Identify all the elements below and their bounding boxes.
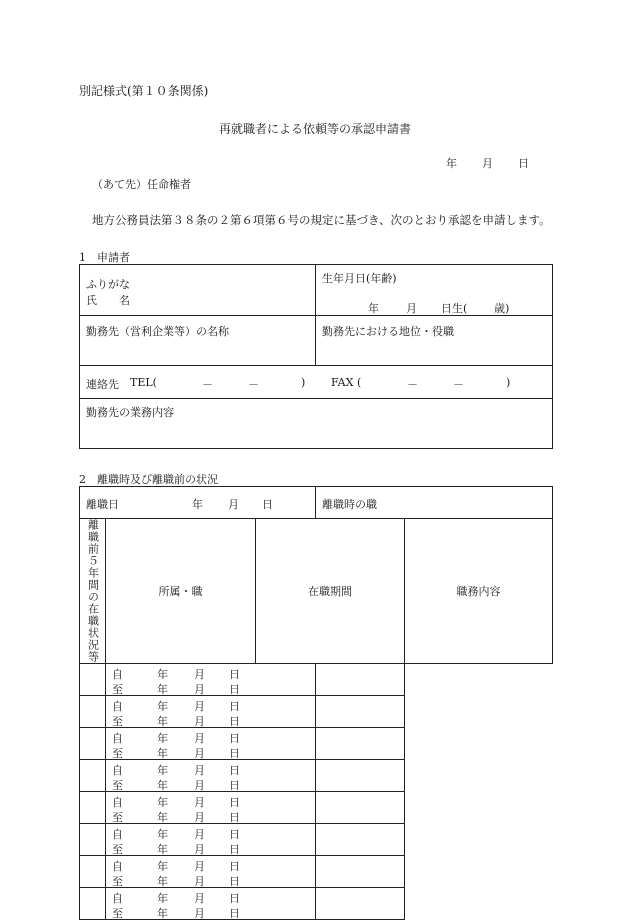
- affiliation-cell[interactable]: [80, 856, 106, 888]
- period-to-line: [112, 745, 242, 758]
- period-to-marker: 至: [112, 875, 123, 888]
- period-from-year: 年: [157, 860, 168, 873]
- period-to-marker: 至: [112, 907, 123, 920]
- period-to-line: [112, 873, 242, 886]
- period-to-marker: 至: [112, 779, 123, 792]
- col-affiliation-header: 所属・職: [106, 519, 256, 664]
- date-day: 日: [518, 157, 529, 170]
- affiliation-cell[interactable]: [80, 696, 106, 728]
- period-cell[interactable]: [106, 760, 316, 792]
- period-to-year: 年: [157, 747, 168, 760]
- fax-close: ): [506, 376, 511, 389]
- period-from-day: 日: [229, 892, 240, 905]
- period-from-marker: 自: [112, 732, 123, 745]
- retire-date-cell[interactable]: [80, 487, 316, 519]
- period-to-month: 月: [194, 779, 205, 792]
- tel-label: TEL(: [130, 376, 157, 389]
- period-to-month: 月: [194, 715, 205, 728]
- period-cell[interactable]: [106, 696, 316, 728]
- retire-month: 月: [228, 498, 239, 511]
- period-to-day: 日: [229, 683, 240, 696]
- period-from-year: 年: [157, 828, 168, 841]
- intro-statement: 地方公務員法第３８条の２第６項第６号の規定に基づき、次のとおり承認を申請します。: [92, 213, 551, 227]
- period-from-year: 年: [157, 700, 168, 713]
- period-from-day: 日: [229, 860, 240, 873]
- addressee: （あて先）任命権者: [92, 178, 191, 191]
- period-to-marker: 至: [112, 715, 123, 728]
- history-row: [80, 792, 553, 824]
- period-from-year: 年: [157, 732, 168, 745]
- period-to-day: 日: [229, 843, 240, 856]
- history-row: [80, 728, 553, 760]
- applicant-table: [79, 264, 553, 449]
- period-from-line: [112, 858, 242, 871]
- period-from-day: 日: [229, 668, 240, 681]
- duties-detail-cell[interactable]: [316, 824, 405, 856]
- period-from-line: [112, 698, 242, 711]
- period-to-year: 年: [157, 683, 168, 696]
- period-to-day: 日: [229, 875, 240, 888]
- period-from-marker: 自: [112, 700, 123, 713]
- birth-year: 年: [368, 302, 379, 315]
- birth-cell[interactable]: [316, 265, 553, 316]
- position-label: 勤務先における地位・役職: [322, 325, 454, 338]
- period-from-marker: 自: [112, 668, 123, 681]
- period-from-line: [112, 794, 242, 807]
- period-to-line: [112, 681, 242, 694]
- fax-dash-2: －: [453, 378, 464, 391]
- fax-dash-1: －: [407, 378, 418, 391]
- side-label-cell: [80, 519, 106, 664]
- history-rows: [80, 664, 553, 920]
- period-to-marker: 至: [112, 683, 123, 696]
- period-from-line: [112, 730, 242, 743]
- period-to-month: 月: [194, 907, 205, 920]
- period-to-year: 年: [157, 907, 168, 920]
- history-row: [80, 856, 553, 888]
- period-cell[interactable]: [106, 888, 316, 920]
- col-duties-header: 職務内容: [405, 519, 553, 664]
- period-from-line: [112, 762, 242, 775]
- period-from-marker: 自: [112, 764, 123, 777]
- period-cell[interactable]: [106, 824, 316, 856]
- period-to-line: [112, 809, 242, 822]
- period-from-month: 月: [194, 668, 205, 681]
- period-from-month: 月: [194, 700, 205, 713]
- period-to-year: 年: [157, 875, 168, 888]
- contact-cell[interactable]: [80, 366, 553, 399]
- period-to-line: [112, 841, 242, 854]
- history-row: [80, 696, 553, 728]
- affiliation-cell[interactable]: [80, 888, 106, 920]
- furigana-label: ふりがな: [86, 278, 130, 291]
- period-to-year: 年: [157, 843, 168, 856]
- history-row: [80, 760, 553, 792]
- duties-detail-cell[interactable]: [316, 792, 405, 824]
- period-from-year: 年: [157, 892, 168, 905]
- period-to-line: [112, 777, 242, 790]
- period-to-month: 月: [194, 683, 205, 696]
- period-from-month: 月: [194, 860, 205, 873]
- period-from-day: 日: [229, 796, 240, 809]
- form-label: 別記様式(第１０条関係): [79, 84, 209, 98]
- section1-heading: 1 申請者: [79, 251, 130, 264]
- contact-label: 連絡先: [86, 378, 119, 391]
- side-label: 離職前５年間の在職状況等: [86, 519, 100, 663]
- position-cell[interactable]: [316, 316, 553, 366]
- birth-age: 歳): [494, 302, 510, 315]
- history-row: [80, 888, 553, 920]
- history-row: [80, 664, 553, 696]
- history-row: [80, 824, 553, 856]
- period-cell[interactable]: [106, 856, 316, 888]
- period-to-day: 日: [229, 779, 240, 792]
- period-from-month: 月: [194, 764, 205, 777]
- duties-label: 勤務先の業務内容: [86, 406, 174, 419]
- affiliation-cell[interactable]: [80, 664, 106, 696]
- col-period-header: 在職期間: [256, 519, 405, 664]
- affiliation-cell[interactable]: [80, 728, 106, 760]
- period-from-month: 月: [194, 828, 205, 841]
- employer-cell[interactable]: [80, 316, 316, 366]
- period-from-line: [112, 666, 242, 679]
- name-cell[interactable]: [80, 265, 316, 316]
- retire-date-label: 離職日: [86, 498, 119, 511]
- period-to-year: 年: [157, 715, 168, 728]
- name-label: 氏 名: [86, 294, 130, 307]
- retirement-table: [79, 486, 553, 920]
- retire-year: 年: [192, 498, 203, 511]
- period-to-marker: 至: [112, 843, 123, 856]
- birth-day: 日生(: [441, 302, 468, 315]
- period-to-marker: 至: [112, 811, 123, 824]
- affiliation-cell[interactable]: [80, 824, 106, 856]
- retire-post-cell[interactable]: [316, 487, 553, 519]
- birth-label: 生年月日(年齢): [322, 272, 397, 285]
- document-title: 再就職者による依頼等の承認申請書: [218, 122, 411, 136]
- period-cell[interactable]: [106, 792, 316, 824]
- period-from-month: 月: [194, 796, 205, 809]
- duties-detail-cell[interactable]: [316, 664, 405, 696]
- period-from-line: [112, 826, 242, 839]
- period-to-year: 年: [157, 779, 168, 792]
- birth-month: 月: [406, 302, 417, 315]
- duties-cell[interactable]: [80, 399, 553, 449]
- duties-detail-cell[interactable]: [316, 728, 405, 760]
- period-to-line: [112, 713, 242, 726]
- fax-label: FAX (: [331, 376, 362, 389]
- period-from-day: 日: [229, 764, 240, 777]
- period-from-line: [112, 890, 242, 903]
- period-from-month: 月: [194, 732, 205, 745]
- period-to-month: 月: [194, 811, 205, 824]
- period-from-year: 年: [157, 668, 168, 681]
- period-to-line: [112, 905, 242, 918]
- period-from-marker: 自: [112, 860, 123, 873]
- period-cell[interactable]: [106, 664, 316, 696]
- duties-detail-cell[interactable]: [316, 888, 405, 920]
- tel-dash-1: －: [202, 378, 213, 391]
- period-from-day: 日: [229, 732, 240, 745]
- period-from-marker: 自: [112, 796, 123, 809]
- period-to-day: 日: [229, 747, 240, 760]
- duties-detail-cell[interactable]: [316, 856, 405, 888]
- period-from-day: 日: [229, 700, 240, 713]
- period-to-day: 日: [229, 811, 240, 824]
- tel-close: ): [301, 376, 306, 389]
- duties-detail-cell[interactable]: [316, 696, 405, 728]
- period-to-month: 月: [194, 843, 205, 856]
- date-month: 月: [482, 157, 493, 170]
- retire-day: 日: [262, 498, 273, 511]
- date-year: 年: [446, 157, 457, 170]
- period-cell[interactable]: [106, 728, 316, 760]
- section2-heading: 2 離職時及び離職前の状況: [79, 473, 218, 486]
- duties-detail-cell[interactable]: [316, 760, 405, 792]
- period-from-month: 月: [194, 892, 205, 905]
- tel-dash-2: －: [248, 378, 259, 391]
- period-to-month: 月: [194, 875, 205, 888]
- employer-label: 勤務先（営利企業等）の名称: [86, 325, 229, 338]
- period-from-year: 年: [157, 764, 168, 777]
- period-from-marker: 自: [112, 828, 123, 841]
- affiliation-cell[interactable]: [80, 792, 106, 824]
- period-from-day: 日: [229, 828, 240, 841]
- affiliation-cell[interactable]: [80, 760, 106, 792]
- period-to-marker: 至: [112, 747, 123, 760]
- retire-post-label: 離職時の職: [322, 498, 378, 511]
- period-to-year: 年: [157, 811, 168, 824]
- period-to-day: 日: [229, 715, 240, 728]
- period-to-month: 月: [194, 747, 205, 760]
- period-from-marker: 自: [112, 892, 123, 905]
- period-to-day: 日: [229, 907, 240, 920]
- period-from-year: 年: [157, 796, 168, 809]
